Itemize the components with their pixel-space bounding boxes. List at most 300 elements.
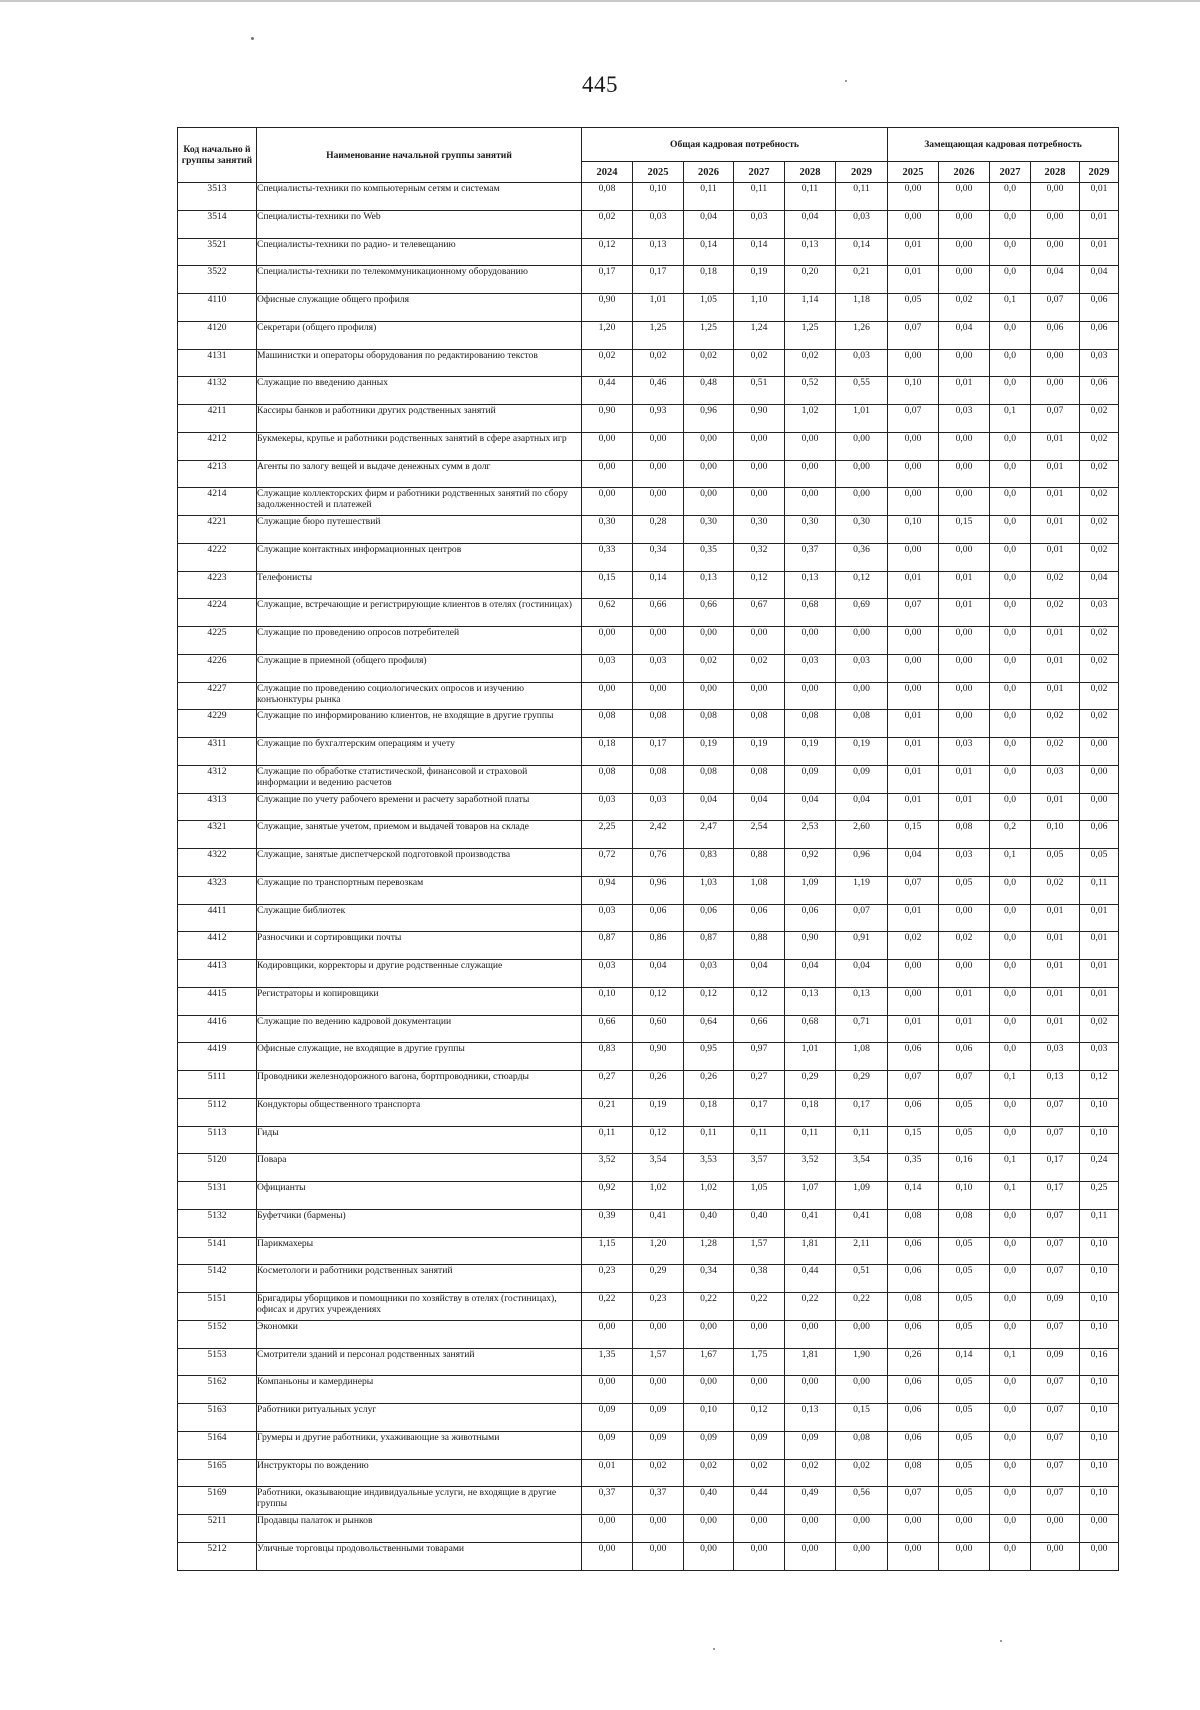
general-demand-value: 0,66 [633, 599, 684, 627]
general-demand-value: 0,04 [734, 960, 785, 988]
general-demand-value: 0,30 [734, 516, 785, 544]
replacement-demand-value: 0,10 [1080, 1126, 1119, 1154]
replacement-demand-value: 0,00 [1080, 1542, 1119, 1570]
replacement-demand-value: 0,02 [1080, 460, 1119, 488]
general-demand-value: 1,75 [734, 1348, 785, 1376]
general-demand-value: 0,66 [582, 1015, 633, 1043]
replacement-demand-value: 0,0 [990, 627, 1031, 655]
header-year-general: 2029 [836, 162, 888, 183]
replacement-demand-value: 0,1 [990, 405, 1031, 433]
occupation-code: 4229 [178, 710, 257, 738]
general-demand-value: 0,00 [582, 1515, 633, 1543]
table-row [178, 1348, 1119, 1376]
table-row [178, 1015, 1119, 1043]
general-demand-value: 1,01 [785, 1043, 836, 1071]
table-row [178, 1265, 1119, 1293]
general-demand-value: 0,00 [785, 682, 836, 710]
table-row [178, 294, 1119, 322]
occupation-code: 4413 [178, 960, 257, 988]
table-row [178, 266, 1119, 294]
general-demand-value: 0,90 [785, 932, 836, 960]
general-demand-value: 0,17 [734, 1098, 785, 1126]
general-demand-value: 0,12 [734, 571, 785, 599]
replacement-demand-value: 0,05 [888, 294, 939, 322]
general-demand-value: 0,00 [633, 1515, 684, 1543]
replacement-demand-value: 0,00 [939, 349, 990, 377]
header-year-replacement: 2028 [1031, 162, 1080, 183]
occupation-code: 5132 [178, 1209, 257, 1237]
general-demand-value: 0,09 [582, 1431, 633, 1459]
general-demand-value: 0,91 [836, 932, 888, 960]
replacement-demand-value: 0,00 [939, 432, 990, 460]
occupation-name: Разносчики и сортировщики почты [257, 932, 582, 960]
general-demand-value: 0,00 [734, 432, 785, 460]
general-demand-value: 0,00 [734, 1320, 785, 1348]
table-row [178, 738, 1119, 766]
occupation-code: 4313 [178, 793, 257, 821]
general-demand-value: 1,90 [836, 1348, 888, 1376]
general-demand-value: 0,13 [785, 571, 836, 599]
general-demand-value: 0,04 [734, 793, 785, 821]
table-row [178, 460, 1119, 488]
replacement-demand-value: 0,01 [888, 1015, 939, 1043]
header-year-replacement: 2027 [990, 162, 1031, 183]
table-row [178, 627, 1119, 655]
general-demand-value: 0,22 [836, 1293, 888, 1321]
general-demand-value: 0,72 [582, 849, 633, 877]
occupation-code: 4224 [178, 599, 257, 627]
replacement-demand-value: 0,15 [888, 821, 939, 849]
general-demand-value: 0,55 [836, 377, 888, 405]
general-demand-value: 0,90 [734, 405, 785, 433]
general-demand-value: 2,54 [734, 821, 785, 849]
general-demand-value: 0,06 [633, 904, 684, 932]
occupation-name: Специалисты-техники по компьютерным сетям и системам [257, 183, 582, 211]
replacement-demand-value: 0,05 [939, 1320, 990, 1348]
general-demand-value: 1,24 [734, 321, 785, 349]
replacement-demand-value: 0,00 [888, 460, 939, 488]
occupation-name: Служащие по введению данных [257, 377, 582, 405]
replacement-demand-value: 0,0 [990, 654, 1031, 682]
scan-speck [713, 1648, 715, 1650]
replacement-demand-value: 0,04 [1031, 266, 1080, 294]
replacement-demand-value: 0,00 [888, 183, 939, 211]
occupation-name: Инструкторы по вождению [257, 1459, 582, 1487]
general-demand-value: 0,02 [836, 1459, 888, 1487]
table-row [178, 183, 1119, 211]
occupation-name: Служащие, встречающие и регистрирующие клиентов в отелях (гостиницах) [257, 599, 582, 627]
general-demand-value: 0,13 [785, 1404, 836, 1432]
general-demand-value: 0,00 [785, 1542, 836, 1570]
general-demand-value: 0,51 [734, 377, 785, 405]
replacement-demand-value: 0,08 [888, 1459, 939, 1487]
general-demand-value: 0,19 [785, 738, 836, 766]
general-demand-value: 1,57 [734, 1237, 785, 1265]
general-demand-value: 2,42 [633, 821, 684, 849]
replacement-demand-value: 0,01 [1031, 488, 1080, 516]
replacement-demand-value: 0,0 [990, 543, 1031, 571]
replacement-demand-value: 0,00 [1080, 738, 1119, 766]
general-demand-value: 0,00 [836, 1515, 888, 1543]
replacement-demand-value: 0,07 [1031, 1404, 1080, 1432]
general-demand-value: 0,19 [734, 738, 785, 766]
replacement-demand-value: 0,10 [1080, 1237, 1119, 1265]
general-demand-value: 0,00 [582, 627, 633, 655]
general-demand-value: 0,44 [582, 377, 633, 405]
general-demand-value: 0,46 [633, 377, 684, 405]
general-demand-value: 0,02 [734, 1459, 785, 1487]
replacement-demand-value: 0,0 [990, 682, 1031, 710]
general-demand-value: 0,17 [633, 738, 684, 766]
replacement-demand-value: 0,1 [990, 1071, 1031, 1099]
replacement-demand-value: 0,1 [990, 1182, 1031, 1210]
table-row [178, 405, 1119, 433]
general-demand-value: 0,23 [633, 1293, 684, 1321]
general-demand-value: 0,18 [684, 1098, 734, 1126]
occupation-code: 5212 [178, 1542, 257, 1570]
general-demand-value: 0,06 [684, 904, 734, 932]
replacement-demand-value: 0,0 [990, 1515, 1031, 1543]
occupation-name: Служащие по информированию клиентов, не входящие в другие группы [257, 710, 582, 738]
replacement-demand-value: 0,00 [888, 488, 939, 516]
general-demand-value: 0,08 [582, 710, 633, 738]
table-row [178, 488, 1119, 516]
replacement-demand-value: 0,01 [1031, 627, 1080, 655]
replacement-demand-value: 0,0 [990, 238, 1031, 266]
table-row [178, 682, 1119, 710]
occupation-code: 3513 [178, 183, 257, 211]
replacement-demand-value: 0,0 [990, 210, 1031, 238]
general-demand-value: 0,06 [785, 904, 836, 932]
general-demand-value: 0,13 [684, 571, 734, 599]
table-row [178, 849, 1119, 877]
general-demand-value: 0,21 [582, 1098, 633, 1126]
replacement-demand-value: 0,14 [939, 1348, 990, 1376]
general-demand-value: 1,01 [836, 405, 888, 433]
general-demand-value: 0,17 [836, 1098, 888, 1126]
general-demand-value: 0,09 [734, 1431, 785, 1459]
general-demand-value: 0,02 [785, 1459, 836, 1487]
general-demand-value: 0,33 [582, 543, 633, 571]
general-demand-value: 0,13 [633, 238, 684, 266]
occupation-code: 4211 [178, 405, 257, 433]
replacement-demand-value: 0,01 [939, 1015, 990, 1043]
replacement-demand-value: 0,02 [888, 932, 939, 960]
replacement-demand-value: 0,00 [1080, 793, 1119, 821]
occupation-name: Гиды [257, 1126, 582, 1154]
general-demand-value: 1,20 [633, 1237, 684, 1265]
occupation-code: 3522 [178, 266, 257, 294]
general-demand-value: 0,41 [633, 1209, 684, 1237]
table-row [178, 1154, 1119, 1182]
occupations-demand-table [177, 127, 1119, 1571]
general-demand-value: 0,00 [582, 1376, 633, 1404]
general-demand-value: 0,00 [684, 682, 734, 710]
occupation-name: Служащие по учету рабочего времени и расчету заработной платы [257, 793, 582, 821]
general-demand-value: 0,00 [785, 1320, 836, 1348]
general-demand-value: 0,00 [633, 460, 684, 488]
replacement-demand-value: 0,08 [939, 1209, 990, 1237]
replacement-demand-value: 0,06 [888, 1404, 939, 1432]
general-demand-value: 0,12 [633, 987, 684, 1015]
page-number: 445 [582, 72, 618, 97]
general-demand-value: 1,28 [684, 1237, 734, 1265]
replacement-demand-value: 0,00 [888, 654, 939, 682]
replacement-demand-value: 0,14 [888, 1182, 939, 1210]
table-row [178, 1043, 1119, 1071]
general-demand-value: 0,83 [684, 849, 734, 877]
occupation-code: 4120 [178, 321, 257, 349]
occupation-code: 5141 [178, 1237, 257, 1265]
replacement-demand-value: 0,10 [888, 377, 939, 405]
replacement-demand-value: 0,03 [1031, 1043, 1080, 1071]
occupation-code: 4212 [178, 432, 257, 460]
general-demand-value: 0,04 [684, 210, 734, 238]
general-demand-value: 0,02 [684, 654, 734, 682]
occupation-name: Проводники железнодорожного вагона, бортпроводники, стюарды [257, 1071, 582, 1099]
replacement-demand-value: 0,10 [1080, 1265, 1119, 1293]
general-demand-value: 0,09 [582, 1404, 633, 1432]
occupation-name: Машинистки и операторы оборудования по редактированию текстов [257, 349, 582, 377]
general-demand-value: 0,86 [633, 932, 684, 960]
occupation-code: 4411 [178, 904, 257, 932]
replacement-demand-value: 0,10 [1080, 1431, 1119, 1459]
general-demand-value: 0,00 [684, 460, 734, 488]
replacement-demand-value: 0,07 [1031, 1487, 1080, 1515]
occupation-code: 4213 [178, 460, 257, 488]
occupation-name: Регистраторы и копировщики [257, 987, 582, 1015]
general-demand-value: 0,13 [785, 987, 836, 1015]
general-demand-value: 0,21 [836, 266, 888, 294]
replacement-demand-value: 0,08 [939, 821, 990, 849]
occupation-name: Служащие в приемной (общего профиля) [257, 654, 582, 682]
general-demand-value: 0,00 [582, 682, 633, 710]
general-demand-value: 1,01 [633, 294, 684, 322]
occupation-name: Секретари (общего профиля) [257, 321, 582, 349]
general-demand-value: 0,08 [684, 765, 734, 793]
general-demand-value: 0,04 [633, 960, 684, 988]
general-demand-value: 1,81 [785, 1237, 836, 1265]
occupation-code: 4222 [178, 543, 257, 571]
header-name: Наименование начальной группы занятий [257, 128, 582, 183]
replacement-demand-value: 0,06 [939, 1043, 990, 1071]
replacement-demand-value: 0,10 [1080, 1376, 1119, 1404]
occupation-code: 5169 [178, 1487, 257, 1515]
general-demand-value: 1,20 [582, 321, 633, 349]
replacement-demand-value: 0,0 [990, 1098, 1031, 1126]
replacement-demand-value: 0,06 [888, 1265, 939, 1293]
replacement-demand-value: 0,00 [939, 210, 990, 238]
general-demand-value: 0,10 [582, 987, 633, 1015]
table-body [178, 183, 1119, 1571]
general-demand-value: 1,08 [836, 1043, 888, 1071]
general-demand-value: 0,41 [785, 1209, 836, 1237]
general-demand-value: 0,00 [684, 1542, 734, 1570]
scan-speck [1000, 1640, 1002, 1642]
general-demand-value: 1,19 [836, 876, 888, 904]
replacement-demand-value: 0,09 [1031, 1348, 1080, 1376]
replacement-demand-value: 0,07 [888, 321, 939, 349]
occupation-name: Компаньоны и камердинеры [257, 1376, 582, 1404]
header-general-demand: Общая кадровая потребность [582, 128, 888, 162]
replacement-demand-value: 0,08 [888, 1293, 939, 1321]
general-demand-value: 0,13 [785, 238, 836, 266]
general-demand-value: 1,15 [582, 1237, 633, 1265]
replacement-demand-value: 0,0 [990, 377, 1031, 405]
occupation-name: Служащие, занятые учетом, приемом и выдачей товаров на складе [257, 821, 582, 849]
table-row [178, 432, 1119, 460]
occupation-name: Офисные служащие общего профиля [257, 294, 582, 322]
general-demand-value: 0,00 [582, 432, 633, 460]
header-year-replacement: 2026 [939, 162, 990, 183]
general-demand-value: 0,97 [734, 1043, 785, 1071]
replacement-demand-value: 0,07 [1031, 405, 1080, 433]
occupation-code: 4415 [178, 987, 257, 1015]
general-demand-value: 0,00 [633, 1542, 684, 1570]
general-demand-value: 0,14 [836, 238, 888, 266]
general-demand-value: 0,00 [785, 460, 836, 488]
table-row [178, 1098, 1119, 1126]
occupation-name: Служащие по транспортным перевозкам [257, 876, 582, 904]
general-demand-value: 0,27 [734, 1071, 785, 1099]
replacement-demand-value: 0,0 [990, 1126, 1031, 1154]
general-demand-value: 0,44 [785, 1265, 836, 1293]
general-demand-value: 0,08 [684, 710, 734, 738]
replacement-demand-value: 0,05 [939, 1376, 990, 1404]
general-demand-value: 0,00 [734, 1515, 785, 1543]
occupation-name: Официанты [257, 1182, 582, 1210]
general-demand-value: 0,00 [785, 432, 836, 460]
replacement-demand-value: 0,01 [1080, 960, 1119, 988]
replacement-demand-value: 0,00 [939, 266, 990, 294]
occupation-name: Кассиры банков и работники других родственных занятий [257, 405, 582, 433]
replacement-demand-value: 0,07 [1031, 294, 1080, 322]
replacement-demand-value: 0,01 [1080, 932, 1119, 960]
table-row [178, 710, 1119, 738]
general-demand-value: 0,52 [785, 377, 836, 405]
replacement-demand-value: 0,01 [1031, 987, 1080, 1015]
replacement-demand-value: 0,01 [888, 793, 939, 821]
general-demand-value: 0,30 [785, 516, 836, 544]
replacement-demand-value: 0,01 [1031, 904, 1080, 932]
replacement-demand-value: 0,10 [939, 1182, 990, 1210]
replacement-demand-value: 0,01 [888, 765, 939, 793]
general-demand-value: 0,71 [836, 1015, 888, 1043]
replacement-demand-value: 0,00 [1080, 765, 1119, 793]
general-demand-value: 0,29 [836, 1071, 888, 1099]
replacement-demand-value: 0,13 [1031, 1071, 1080, 1099]
occupation-code: 4323 [178, 876, 257, 904]
general-demand-value: 0,23 [582, 1265, 633, 1293]
occupation-code: 4223 [178, 571, 257, 599]
replacement-demand-value: 0,07 [1031, 1265, 1080, 1293]
header-year-replacement: 2025 [888, 162, 939, 183]
general-demand-value: 0,20 [785, 266, 836, 294]
general-demand-value: 1,03 [684, 876, 734, 904]
occupation-code: 4416 [178, 1015, 257, 1043]
replacement-demand-value: 0,03 [939, 738, 990, 766]
general-demand-value: 0,00 [633, 1376, 684, 1404]
replacement-demand-value: 0,02 [1080, 682, 1119, 710]
header-year-general: 2025 [633, 162, 684, 183]
occupation-name: Экономки [257, 1320, 582, 1348]
replacement-demand-value: 0,01 [939, 793, 990, 821]
general-demand-value: 0,08 [633, 765, 684, 793]
occupation-code: 4110 [178, 294, 257, 322]
replacement-demand-value: 0,06 [888, 1043, 939, 1071]
replacement-demand-value: 0,07 [1031, 1237, 1080, 1265]
replacement-demand-value: 0,08 [888, 1209, 939, 1237]
replacement-demand-value: 0,06 [1080, 821, 1119, 849]
replacement-demand-value: 0,01 [1031, 1015, 1080, 1043]
general-demand-value: 0,34 [633, 543, 684, 571]
general-demand-value: 2,11 [836, 1237, 888, 1265]
occupation-code: 5165 [178, 1459, 257, 1487]
general-demand-value: 0,11 [785, 1126, 836, 1154]
replacement-demand-value: 0,06 [1080, 321, 1119, 349]
general-demand-value: 0,29 [785, 1071, 836, 1099]
general-demand-value: 0,04 [836, 793, 888, 821]
replacement-demand-value: 0,01 [1031, 654, 1080, 682]
general-demand-value: 1,35 [582, 1348, 633, 1376]
replacement-demand-value: 0,01 [1080, 904, 1119, 932]
general-demand-value: 0,00 [836, 432, 888, 460]
replacement-demand-value: 0,00 [1080, 1515, 1119, 1543]
general-demand-value: 0,29 [633, 1265, 684, 1293]
header-year-general: 2027 [734, 162, 785, 183]
general-demand-value: 0,87 [582, 932, 633, 960]
replacement-demand-value: 0,07 [1031, 1459, 1080, 1487]
general-demand-value: 0,09 [684, 1431, 734, 1459]
general-demand-value: 0,35 [684, 543, 734, 571]
replacement-demand-value: 0,02 [1080, 516, 1119, 544]
replacement-demand-value: 0,05 [939, 1487, 990, 1515]
replacement-demand-value: 0,05 [939, 1237, 990, 1265]
replacement-demand-value: 0,00 [939, 460, 990, 488]
general-demand-value: 0,37 [582, 1487, 633, 1515]
replacement-demand-value: 0,06 [1031, 321, 1080, 349]
occupation-code: 4312 [178, 765, 257, 793]
general-demand-value: 0,88 [734, 932, 785, 960]
general-demand-value: 0,00 [734, 1542, 785, 1570]
table-row [178, 904, 1119, 932]
general-demand-value: 0,95 [684, 1043, 734, 1071]
replacement-demand-value: 0,0 [990, 765, 1031, 793]
general-demand-value: 0,68 [785, 1015, 836, 1043]
general-demand-value: 0,04 [785, 793, 836, 821]
general-demand-value: 0,03 [836, 654, 888, 682]
table-row [178, 654, 1119, 682]
general-demand-value: 0,00 [684, 1515, 734, 1543]
replacement-demand-value: 0,00 [939, 488, 990, 516]
table-row [178, 1126, 1119, 1154]
replacement-demand-value: 0,05 [1080, 849, 1119, 877]
occupation-name: Кодировщики, корректоры и другие родственные служащие [257, 960, 582, 988]
general-demand-value: 3,53 [684, 1154, 734, 1182]
general-demand-value: 0,92 [785, 849, 836, 877]
general-demand-value: 0,02 [582, 349, 633, 377]
general-demand-value: 0,09 [633, 1404, 684, 1432]
replacement-demand-value: 0,07 [939, 1071, 990, 1099]
general-demand-value: 0,17 [582, 266, 633, 294]
general-demand-value: 0,00 [734, 682, 785, 710]
occupation-code: 4132 [178, 377, 257, 405]
replacement-demand-value: 0,01 [1031, 793, 1080, 821]
replacement-demand-value: 0,00 [1031, 210, 1080, 238]
replacement-demand-value: 0,03 [1080, 349, 1119, 377]
replacement-demand-value: 0,0 [990, 1542, 1031, 1570]
replacement-demand-value: 0,06 [888, 1376, 939, 1404]
